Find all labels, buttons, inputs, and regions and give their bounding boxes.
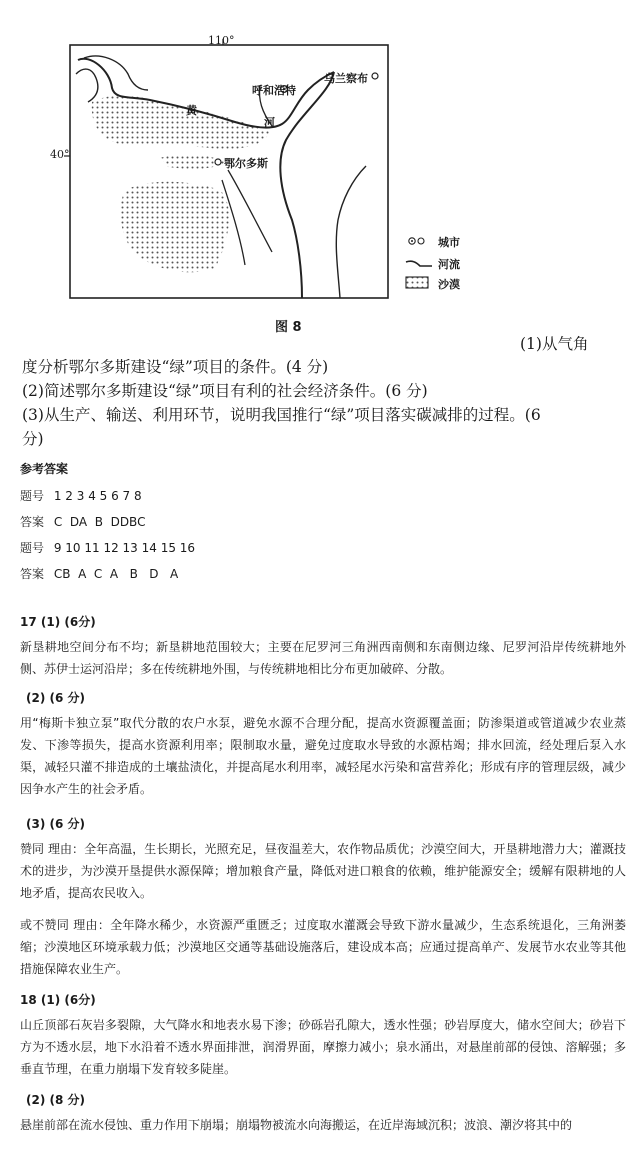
answer-row-4-label: 答案 xyxy=(20,567,45,581)
label-eerduosi: 鄂尔多斯 xyxy=(224,157,268,170)
q17-part3-alt-answer: 或不赞同 理由：全年降水稀少，水资源严重匮乏；过度取水灌溉会导致下游水量减少，生态系统退化，三角洲萎缩；沙漠地区环境承载力低；沙漠地区交通等基础设施落后，建设成本高；应通过提高单产、发展节水农业等其他措施保障农业生产。 xyxy=(20,918,626,976)
q18-part1-heading: 18 (1) (6分) xyxy=(20,993,96,1007)
label-wulanchabu: 乌兰察布 xyxy=(324,72,368,85)
answer-row-2-label: 答案 xyxy=(20,515,45,529)
map-drawing xyxy=(40,30,520,315)
answer-row-2 xyxy=(20,512,145,532)
longitude-label: 110° xyxy=(208,34,235,47)
answer-row-3 xyxy=(20,538,195,558)
desert-south xyxy=(120,182,229,273)
answer-row-3-values: 9 10 11 12 13 14 15 16 xyxy=(53,541,196,555)
q18-part1-answer: 山丘顶部石灰岩多裂隙，大气降水和地表水易下渗；砂砾岩孔隙大，透水性强；砂岩厚度大，储水空间大；砂岩下方为不透水层，地下水沿着不透水界面排泄，润滑界面，摩擦力减小；泉水涌出，对悬崖前部的侵蚀、溶解强；多垂直节理，在重力崩塌下发育较多陡崖。 xyxy=(20,1018,626,1076)
river-east xyxy=(336,166,366,298)
label-he: 河 xyxy=(264,116,275,129)
map-figure xyxy=(40,30,520,315)
figure-caption: 图 8 xyxy=(275,320,302,335)
label-huhehaote: 呼和浩特 xyxy=(252,84,296,97)
answer-row-3-label: 题号 xyxy=(20,541,45,555)
answer-heading: 参考答案 xyxy=(20,462,69,476)
city-wulanchabu-marker xyxy=(372,73,378,79)
latitude-label: 40° xyxy=(50,148,70,161)
q18-part2-answer: 悬崖前部在流水侵蚀、重力作用下崩塌；崩塌物被流水向海搬运，在近岸海域沉积；波浪、潮汐将其中的 xyxy=(20,1118,573,1132)
question-3-text-cont: 分) xyxy=(22,430,44,448)
legend-desert-label: 沙漠 xyxy=(438,278,460,291)
q18-part2-heading: (2) (8 分) xyxy=(26,1093,85,1107)
label-huang: 黄 xyxy=(186,104,197,117)
answer-row-2-values: C DA B DDBC xyxy=(53,515,146,529)
river-northwest xyxy=(76,56,148,102)
desert-north xyxy=(92,95,270,149)
question-2-text: (2)简述鄂尔多斯建设“绿”项目有利的社会经济条件。(6 分) xyxy=(22,382,428,400)
legend-city-symbol-b xyxy=(418,238,424,244)
legend-city-symbol-a-dot xyxy=(411,240,413,242)
answer-row-1 xyxy=(20,486,142,506)
q17-part1-answer: 新垦耕地空间分布不均；新垦耕地范围较大；主要在尼罗河三角洲西南侧和东南侧边缘、尼罗河沿岸传统耕地外侧、苏伊士运河沿岸；多在传统耕地外围，与传统耕地相比分布更加破碎、分散。 xyxy=(20,640,626,676)
q17-part2-heading: (2) (6 分) xyxy=(26,691,85,705)
q17-part3-answer: 赞同 理由：全年高温，生长期长，光照充足，昼夜温差大，农作物品质优；沙漠空间大，开垦耕地潜力大；灌溉技术的进步，为沙漠开垦提供水源保障；增加粮食产量，降低对进口粮食的依赖，维护能源安全；缓解有限耕地的人地矛盾，提高农民收入。 xyxy=(20,842,626,900)
answer-row-4 xyxy=(20,564,178,584)
tributary-south-a xyxy=(228,170,272,252)
q17-part3-heading: (3) (6 分) xyxy=(26,817,85,831)
yellow-river-south xyxy=(280,72,334,298)
question-1-text: 度分析鄂尔多斯建设“绿”项目的条件。(4 分) xyxy=(22,358,329,376)
answer-row-1-label: 题号 xyxy=(20,489,45,503)
question-3-text: (3)从生产、输送、利用环节，说明我国推行“绿”项目落实碳减排的过程。(6 xyxy=(22,406,541,424)
question-1-start: (1)从气角 xyxy=(520,335,589,353)
legend-river-label: 河流 xyxy=(438,258,460,271)
q17-part2-answer: 用“梅斯卡独立泵”取代分散的农户水泵，避免水源不合理分配，提高水资源覆盖面；防渗渠道或管道减少农业蒸发、下渗等损失，提高水资源利用率；限制取水量，避免过度取水导致的水源枯竭；排水回流，经处理后泵入水渠，减轻只灌不排造成的土壤盐渍化，并提高尾水利用率，减轻尾水污染和富营养化；形成有序的管理层级，减少因争水产生的社会矛盾。 xyxy=(20,716,626,796)
city-eerduosi-marker xyxy=(215,159,221,165)
legend-desert-symbol xyxy=(406,277,428,288)
legend-river-symbol xyxy=(406,261,432,266)
answer-row-4-values: CB A C A B D A xyxy=(53,567,179,581)
q17-part1-heading: 17 (1) (6分) xyxy=(20,615,96,629)
answer-row-1-values: 1 2 3 4 5 6 7 8 xyxy=(53,489,142,503)
legend-city-label: 城市 xyxy=(438,236,460,249)
